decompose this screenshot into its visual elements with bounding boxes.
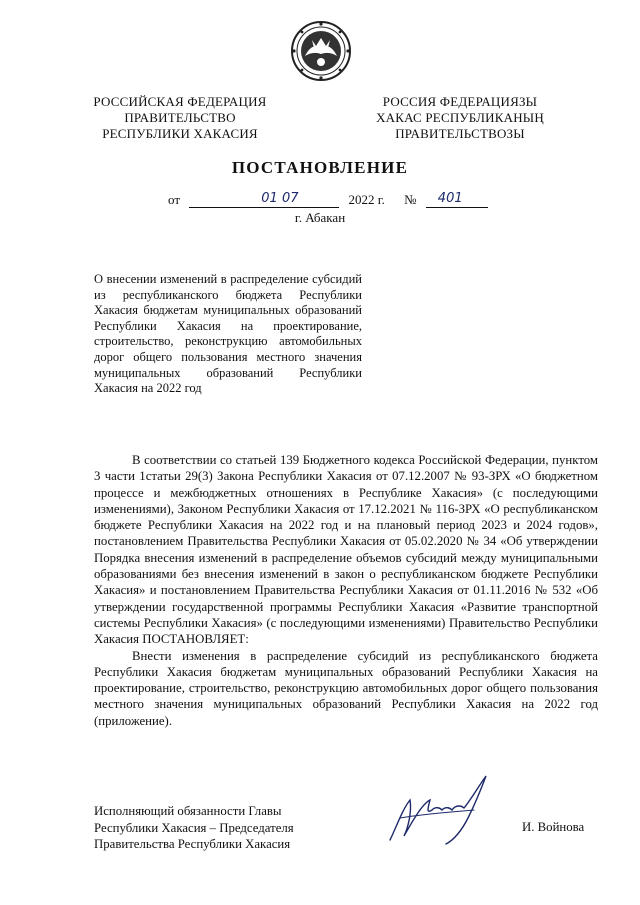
signatory-name: И. Войнова: [522, 820, 585, 834]
document-subject: [94, 272, 362, 397]
header-left-line: РОССИЙСКАЯ ФЕДЕРАЦИЯ: [93, 94, 267, 109]
signatory-title-line: Правительства Республики Хакасия: [94, 837, 291, 851]
subject-text: О внесении изменений в распределение субсидий из республиканского бюджета Республики Хакасия бюджетам муниципальных образований Республики Хакасия на проектирование, строительство, реконструкцию автомобильных дорог общего пользования местного значения муниципальных образований Республики Хакасия на 2022 год: [94, 272, 362, 396]
document-title: ПОСТАНОВЛЕНИЕ: [231, 158, 409, 177]
header-right-line: РОССИЯ ФЕДЕРАЦИЯЗЫ: [382, 94, 538, 109]
document-body: [94, 452, 598, 729]
date-prefix: от: [168, 192, 181, 207]
city: г. Абакан: [294, 210, 346, 225]
header-right-line: ПРАВИТЕЛЬСТВОЗЫ: [395, 126, 525, 141]
body-paragraph: В соответствии со статьей 139 Бюджетного кодекса Российской Федерации, пунктом 3 части 1статьи 29(3) Закона Республики Хакасия от 07.12.2007 № 93-ЗРХ «О бюджетном процессе и межбюджетных отношениях в Республике Хакасия» (с последующими изменениями), Законом Республики Хакасия от 17.12.2021 № 116-ЗРХ «О республиканском бюджете Республики Хакасия на 2022 год и на плановый период 2023 и 2024 годов», постановлением Правительства Республики Хакасия от 05.02.2020 № 34 «Об утверждении Порядка внесения изменений в распределение объемов субсидий между муниципальными образованиями без внесения изменений в закон о республиканском бюджете Республики Хакасия» и постановлением Правительства Республики Хакасия от 01.11.2016 № 532 «Об утверждении государственной программы Республики Хакасия «Развитие транспортной системы Республики Хакасия» (с последующими изменениями) Правительство Республики Хакасия ПОСТАНОВЛЯЕТ:: [94, 453, 598, 647]
signatory-title: [94, 803, 294, 853]
date-line: [168, 192, 488, 208]
header-left-line: РЕСПУБЛИКИ ХАКАСИЯ: [102, 126, 258, 141]
date-handwritten: 01 07: [261, 191, 299, 206]
handwritten-signature: [382, 770, 494, 850]
number-field: [426, 193, 488, 208]
header-right-line: ХАКАС РЕСПУБЛИКАНЫҢ: [376, 110, 544, 125]
header-left-line: ПРАВИТЕЛЬСТВО: [124, 110, 236, 125]
number-sign: №: [404, 192, 417, 207]
date-field: [189, 193, 339, 208]
header-left: [80, 94, 280, 142]
coat-of-arms-icon: [290, 20, 352, 82]
number-handwritten: 401: [437, 191, 463, 206]
year-label: 2022 г.: [348, 192, 385, 207]
header-right: [360, 94, 560, 142]
signatory-title-line: Республики Хакасия – Председателя: [94, 820, 294, 835]
signatory-title-line: Исполняющий обязанности Главы: [94, 804, 282, 818]
body-paragraph: Внести изменения в распределение субсидий из республиканского бюджета Республики Хакасия бюджетам муниципальных образований Республики Хакасия на проектирование, строительство, реконструкцию автомобильных дорог общего пользования местного значения муниципальных образований Республики Хакасия на 2022 год (приложение).: [94, 648, 598, 728]
